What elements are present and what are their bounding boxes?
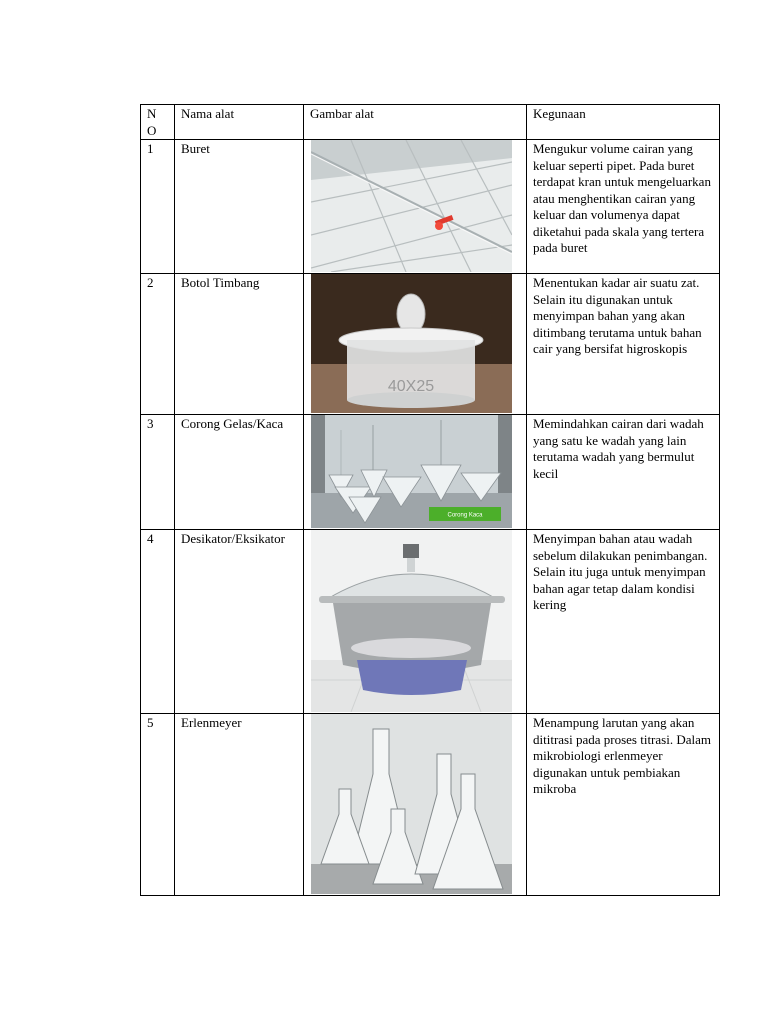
weighing-bottle-photo <box>311 274 512 413</box>
tool-use: Memindahkan cairan dari wadah yang satu ke wadah yang lain terutama wadah yang bermulut kecil <box>527 415 720 530</box>
tools-table <box>140 104 720 896</box>
row-number: 1 <box>141 140 175 274</box>
tool-name: Desikator/Eksikator <box>175 530 304 714</box>
row-number: 2 <box>141 274 175 415</box>
tool-name: Erlenmeyer <box>175 714 304 896</box>
header-image: Gambar alat <box>304 105 527 140</box>
bottle-size-marking: 40X25 <box>387 378 435 395</box>
tool-name: Buret <box>175 140 304 274</box>
tool-use: Menentukan kadar air suatu zat. Selain itu digunakan untuk menyimpan bahan yang akan ditimbang terutama untuk bahan cair yang bersifat higroskopis <box>527 274 720 415</box>
row-number: 5 <box>141 714 175 896</box>
table-row <box>141 415 720 530</box>
desiccator-photo <box>311 530 512 712</box>
table-row <box>141 140 720 274</box>
tool-name: Botol Timbang <box>175 274 304 415</box>
erlenmeyer-flasks-photo <box>311 714 512 894</box>
row-number: 3 <box>141 415 175 530</box>
header-name: Nama alat <box>175 105 304 140</box>
header-row <box>141 105 720 140</box>
table-row <box>141 274 720 415</box>
tool-use: Mengukur volume cairan yang keluar seperti pipet. Pada buret terdapat kran untuk mengeluarkan atau menghentikan cairan yang keluar dan volumenya dapat diketahui pada skala yang tertera pada buret <box>527 140 720 274</box>
tool-name: Corong Gelas/Kaca <box>175 415 304 530</box>
row-number: 4 <box>141 530 175 714</box>
table-row <box>141 714 720 896</box>
buret-photo <box>311 140 512 272</box>
header-use: Kegunaan <box>527 105 720 140</box>
tool-use: Menampung larutan yang akan dititrasi pada proses titrasi. Dalam mikrobiologi erlenmeyer digunakan untuk pembiakan mikroba <box>527 714 720 896</box>
table-row <box>141 530 720 714</box>
caption-chip-label: Corong Kaca <box>447 512 483 519</box>
tool-use: Menyimpan bahan atau wadah sebelum dilakukan penimbangan. Selain itu juga untuk menyimpan bahan agar tetap dalam kondisi kering <box>527 530 720 714</box>
glass-funnels-photo <box>311 415 512 528</box>
header-no: N O <box>141 105 175 140</box>
